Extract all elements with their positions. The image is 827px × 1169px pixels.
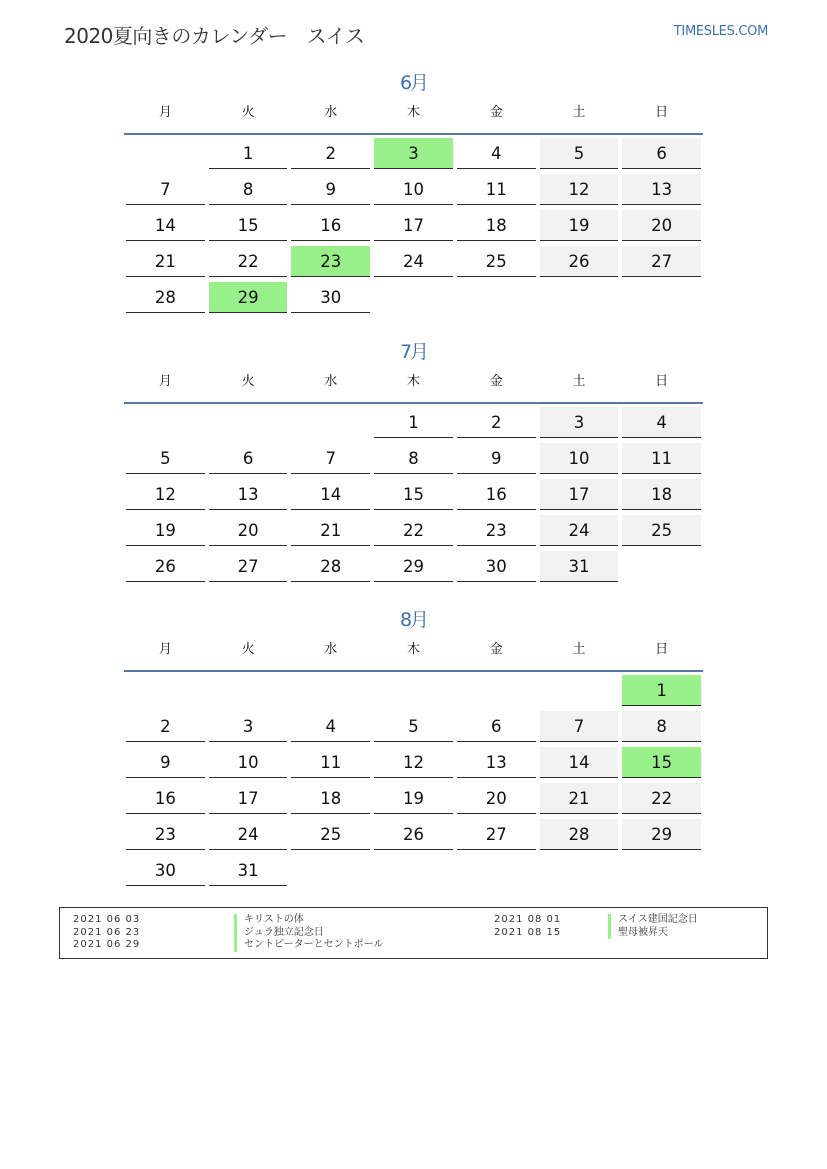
weekday-header-row	[124, 367, 703, 397]
empty-day	[374, 282, 453, 313]
day-number: 15	[209, 210, 288, 241]
day-number: 21	[540, 783, 619, 814]
day-grid	[124, 135, 703, 315]
day-number: 14	[126, 210, 205, 241]
day-cell	[124, 708, 207, 744]
page-title: 2020夏向きのカレンダー スイス	[64, 24, 365, 48]
empty-day	[374, 855, 453, 886]
day-number: 20	[457, 783, 536, 814]
day-number: 10	[209, 747, 288, 778]
day-grid	[124, 672, 703, 888]
empty-day	[540, 855, 619, 886]
month-title: 8月	[399, 609, 428, 631]
day-number: 20	[209, 515, 288, 546]
day-number: 11	[291, 747, 370, 778]
empty-day-cell	[289, 672, 372, 708]
day-cell	[455, 548, 538, 584]
day-cell	[207, 243, 290, 279]
legend-holiday-name: 聖母被昇天	[608, 927, 698, 940]
empty-day	[622, 551, 701, 582]
day-number: 6	[622, 138, 701, 169]
legend-holiday-name: キリストの体	[234, 914, 383, 927]
day-cell	[620, 404, 703, 440]
day-cell	[538, 476, 621, 512]
day-cell	[207, 852, 290, 888]
day-number: 7	[291, 443, 370, 474]
empty-day-cell	[455, 852, 538, 888]
week-row	[124, 548, 703, 584]
day-cell	[538, 404, 621, 440]
day-number: 16	[291, 210, 370, 241]
legend-date: 2021 06 03	[73, 914, 141, 925]
empty-day	[209, 675, 288, 706]
empty-day-cell	[124, 404, 207, 440]
empty-day	[540, 282, 619, 313]
empty-day	[457, 282, 536, 313]
day-cell	[372, 207, 455, 243]
empty-day-cell	[289, 404, 372, 440]
weekday-label: 月	[158, 374, 172, 389]
day-cell	[289, 780, 372, 816]
day-cell	[124, 476, 207, 512]
day-cell	[538, 171, 621, 207]
day-cell	[538, 512, 621, 548]
empty-day-cell	[124, 135, 207, 171]
week-row	[124, 135, 703, 171]
day-cell	[372, 780, 455, 816]
day-cell	[372, 476, 455, 512]
day-cell	[538, 548, 621, 584]
day-number: 25	[457, 246, 536, 277]
day-cell	[372, 135, 455, 171]
day-number: 19	[540, 210, 619, 241]
day-cell	[372, 512, 455, 548]
day-cell	[455, 476, 538, 512]
empty-day	[622, 282, 701, 313]
empty-day	[291, 675, 370, 706]
day-number: 6	[457, 711, 536, 742]
weekday-label: 火	[241, 105, 255, 120]
legend-left-dates	[73, 914, 140, 952]
empty-day	[126, 138, 205, 169]
empty-day-cell	[620, 548, 703, 584]
day-cell	[372, 708, 455, 744]
week-row	[124, 512, 703, 548]
day-number: 9	[291, 174, 370, 205]
day-number: 30	[291, 282, 370, 313]
weekday-label: 水	[324, 374, 338, 389]
day-cell	[538, 243, 621, 279]
day-number: 21	[126, 246, 205, 277]
day-cell	[207, 207, 290, 243]
day-number: 14	[540, 747, 619, 778]
day-cell	[455, 780, 538, 816]
empty-day	[209, 407, 288, 438]
empty-day	[374, 675, 453, 706]
day-cell	[207, 816, 290, 852]
day-number: 23	[457, 515, 536, 546]
empty-day-cell	[207, 672, 290, 708]
day-number: 15	[374, 479, 453, 510]
empty-day	[291, 855, 370, 886]
day-cell	[455, 440, 538, 476]
day-cell	[538, 207, 621, 243]
day-number: 27	[209, 551, 288, 582]
week-row	[124, 708, 703, 744]
day-number: 22	[209, 246, 288, 277]
day-number: 6	[209, 443, 288, 474]
month-june	[124, 68, 703, 315]
day-cell	[372, 548, 455, 584]
weekday-header-row	[124, 635, 703, 665]
day-number: 29	[622, 819, 701, 850]
legend-date: 2021 06 23	[73, 926, 141, 938]
empty-day	[457, 675, 536, 706]
day-cell	[289, 476, 372, 512]
legend-holiday-name: スイス建国記念日	[608, 914, 698, 927]
empty-day-cell	[289, 852, 372, 888]
week-row	[124, 744, 703, 780]
day-cell	[455, 135, 538, 171]
weekday-label: 金	[489, 105, 503, 120]
day-number: 17	[209, 783, 288, 814]
day-cell	[289, 708, 372, 744]
day-cell	[372, 404, 455, 440]
weekday-label: 金	[489, 642, 503, 657]
day-cell	[124, 816, 207, 852]
week-row	[124, 171, 703, 207]
week-row	[124, 243, 703, 279]
day-number: 17	[374, 210, 453, 241]
day-number: 28	[540, 819, 619, 850]
weekday-label: 木	[407, 105, 421, 120]
day-number: 5	[374, 711, 453, 742]
empty-day-cell	[372, 852, 455, 888]
day-number: 23	[126, 819, 205, 850]
day-cell	[207, 476, 290, 512]
day-number: 8	[209, 174, 288, 205]
weekday-label: 木	[407, 642, 421, 657]
day-cell	[124, 279, 207, 315]
day-number: 22	[374, 515, 453, 546]
day-cell	[207, 279, 290, 315]
day-number: 10	[540, 443, 619, 474]
day-number: 2	[291, 138, 370, 169]
legend-date: 2021 06 29	[73, 939, 141, 950]
day-number: 24	[209, 819, 288, 850]
empty-day	[622, 855, 701, 886]
day-cell	[124, 171, 207, 207]
day-grid	[124, 404, 703, 584]
day-number: 28	[291, 551, 370, 582]
empty-day-cell	[620, 852, 703, 888]
legend-holiday-name: セントピーターとセントポール	[234, 939, 383, 952]
day-cell	[620, 780, 703, 816]
day-number: 12	[126, 479, 205, 510]
day-cell	[289, 207, 372, 243]
day-number: 12	[374, 747, 453, 778]
weekday-label: 水	[324, 642, 338, 657]
week-row	[124, 279, 703, 315]
weekday-label: 水	[324, 105, 338, 120]
day-number: 14	[291, 479, 370, 510]
day-number: 12	[540, 174, 619, 205]
day-cell	[289, 744, 372, 780]
weekday-label: 火	[241, 642, 255, 657]
day-number: 25	[622, 515, 701, 546]
empty-day	[291, 407, 370, 438]
day-cell	[124, 548, 207, 584]
legend-date: 2021 08 15	[494, 926, 562, 938]
weekday-header-row	[124, 98, 703, 128]
day-cell	[207, 440, 290, 476]
day-number: 5	[126, 443, 205, 474]
legend-right-dates	[494, 914, 561, 939]
empty-day	[126, 675, 205, 706]
day-cell	[455, 816, 538, 852]
day-number: 16	[126, 783, 205, 814]
legend-right-names	[608, 914, 698, 939]
day-cell	[620, 135, 703, 171]
day-number: 7	[540, 711, 619, 742]
day-cell	[289, 279, 372, 315]
week-row	[124, 440, 703, 476]
day-number: 11	[622, 443, 701, 474]
day-number: 16	[457, 479, 536, 510]
day-cell	[620, 476, 703, 512]
day-cell	[538, 816, 621, 852]
day-number: 22	[622, 783, 701, 814]
day-number: 4	[457, 138, 536, 169]
day-cell	[538, 135, 621, 171]
day-cell	[620, 512, 703, 548]
day-number: 23	[291, 246, 370, 277]
weekday-label: 土	[572, 105, 586, 120]
day-number: 20	[622, 210, 701, 241]
day-cell	[124, 243, 207, 279]
day-cell	[207, 708, 290, 744]
empty-day-cell	[538, 852, 621, 888]
legend-date: 2021 08 01	[494, 914, 562, 925]
day-cell	[289, 512, 372, 548]
brand-logo-text[interactable]: TIMESLES.COM	[673, 24, 768, 39]
day-cell	[124, 512, 207, 548]
day-cell	[124, 744, 207, 780]
day-cell	[620, 744, 703, 780]
day-number: 26	[540, 246, 619, 277]
legend-holiday-name: ジュラ独立記念日	[234, 927, 383, 940]
day-cell	[289, 135, 372, 171]
day-number: 30	[457, 551, 536, 582]
empty-day-cell	[538, 672, 621, 708]
day-number: 30	[126, 855, 205, 886]
day-number: 26	[126, 551, 205, 582]
week-row	[124, 207, 703, 243]
day-cell	[372, 243, 455, 279]
weekday-label: 金	[489, 374, 503, 389]
day-cell	[620, 207, 703, 243]
day-cell	[620, 816, 703, 852]
day-cell	[289, 440, 372, 476]
day-number: 13	[622, 174, 701, 205]
month-august	[124, 605, 703, 888]
day-number: 10	[374, 174, 453, 205]
weekday-label: 日	[655, 374, 669, 389]
day-number: 13	[457, 747, 536, 778]
day-number: 1	[209, 138, 288, 169]
empty-day-cell	[124, 672, 207, 708]
weekday-label: 土	[572, 642, 586, 657]
day-cell	[620, 672, 703, 708]
day-number: 9	[126, 747, 205, 778]
day-cell	[124, 852, 207, 888]
day-cell	[538, 780, 621, 816]
day-cell	[289, 171, 372, 207]
day-number: 13	[209, 479, 288, 510]
month-title: 6月	[399, 72, 428, 94]
day-cell	[455, 207, 538, 243]
day-number: 31	[540, 551, 619, 582]
empty-day-cell	[207, 404, 290, 440]
day-number: 7	[126, 174, 205, 205]
day-cell	[455, 243, 538, 279]
day-number: 4	[622, 407, 701, 438]
day-number: 4	[291, 711, 370, 742]
weekday-label: 日	[655, 105, 669, 120]
day-number: 24	[540, 515, 619, 546]
month-title: 7月	[399, 341, 428, 363]
day-number: 1	[374, 407, 453, 438]
day-number: 2	[457, 407, 536, 438]
day-cell	[620, 171, 703, 207]
holiday-legend	[59, 907, 768, 959]
day-number: 8	[374, 443, 453, 474]
day-number: 27	[622, 246, 701, 277]
day-cell	[124, 207, 207, 243]
day-number: 27	[457, 819, 536, 850]
day-number: 15	[622, 747, 701, 778]
empty-day	[540, 675, 619, 706]
empty-day-cell	[538, 279, 621, 315]
day-number: 3	[540, 407, 619, 438]
week-row	[124, 852, 703, 888]
day-number: 9	[457, 443, 536, 474]
empty-day-cell	[372, 279, 455, 315]
day-cell	[372, 171, 455, 207]
weekday-label: 月	[158, 105, 172, 120]
day-cell	[620, 708, 703, 744]
empty-day-cell	[455, 279, 538, 315]
empty-day	[126, 407, 205, 438]
month-july	[124, 337, 703, 584]
day-cell	[455, 404, 538, 440]
day-cell	[289, 816, 372, 852]
day-number: 26	[374, 819, 453, 850]
weekday-label: 月	[158, 642, 172, 657]
day-number: 17	[540, 479, 619, 510]
weekday-label: 土	[572, 374, 586, 389]
day-cell	[455, 708, 538, 744]
day-number: 24	[374, 246, 453, 277]
day-cell	[538, 744, 621, 780]
day-cell	[207, 512, 290, 548]
day-cell	[538, 708, 621, 744]
day-cell	[538, 440, 621, 476]
week-row	[124, 672, 703, 708]
day-cell	[207, 780, 290, 816]
day-cell	[124, 780, 207, 816]
day-number: 28	[126, 282, 205, 313]
day-number: 11	[457, 174, 536, 205]
day-number: 1	[622, 675, 701, 706]
day-cell	[207, 548, 290, 584]
day-number: 18	[291, 783, 370, 814]
day-number: 19	[374, 783, 453, 814]
day-number: 21	[291, 515, 370, 546]
day-cell	[455, 744, 538, 780]
day-number: 25	[291, 819, 370, 850]
day-cell	[620, 440, 703, 476]
day-number: 8	[622, 711, 701, 742]
day-cell	[455, 512, 538, 548]
empty-day-cell	[372, 672, 455, 708]
empty-day-cell	[455, 672, 538, 708]
week-row	[124, 780, 703, 816]
day-number: 18	[457, 210, 536, 241]
weekday-label: 火	[241, 374, 255, 389]
day-cell	[124, 440, 207, 476]
empty-day	[457, 855, 536, 886]
day-number: 18	[622, 479, 701, 510]
day-number: 19	[126, 515, 205, 546]
legend-left-names	[234, 914, 383, 952]
weekday-label: 木	[407, 374, 421, 389]
week-row	[124, 816, 703, 852]
day-number: 29	[374, 551, 453, 582]
day-number: 3	[374, 138, 453, 169]
day-cell	[455, 171, 538, 207]
day-cell	[207, 744, 290, 780]
weekday-label: 日	[655, 642, 669, 657]
week-row	[124, 404, 703, 440]
week-row	[124, 476, 703, 512]
day-number: 2	[126, 711, 205, 742]
day-cell	[289, 548, 372, 584]
day-cell	[372, 744, 455, 780]
day-number: 31	[209, 855, 288, 886]
day-cell	[207, 171, 290, 207]
day-cell	[372, 440, 455, 476]
day-cell	[620, 243, 703, 279]
day-cell	[372, 816, 455, 852]
day-number: 3	[209, 711, 288, 742]
empty-day-cell	[620, 279, 703, 315]
day-cell	[207, 135, 290, 171]
day-number: 5	[540, 138, 619, 169]
day-cell	[289, 243, 372, 279]
day-number: 29	[209, 282, 288, 313]
